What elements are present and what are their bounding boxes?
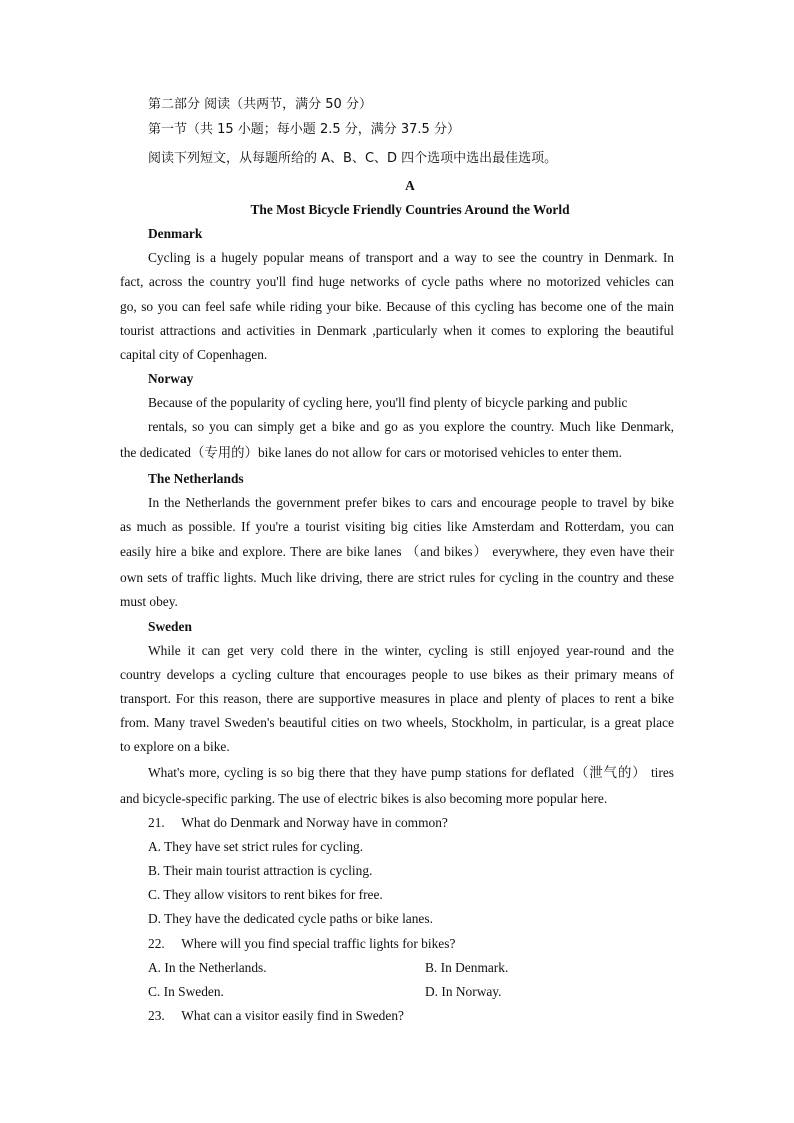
option-21-d[interactable]: D. They have the dedicated cycle paths or bike lanes. [148,911,433,926]
paragraph-line: Cycling is a hugely popular means of transport and a way to see the country in Denmark. In [148,250,674,265]
paragraph-line: Because of the popularity of cycling here, you'll find plenty of bicycle parking and public [148,395,628,410]
paragraph-line: as much as possible. If you're a tourist visiting big cities like Amsterdam and Rotterdam, you can [120,519,674,534]
question-stem: Where will you find special traffic lights for bikes? [181,936,456,951]
paragraph-line: must obey. [120,594,178,609]
question-23 [148,1007,404,1025]
question-number: 22. [148,936,165,951]
section-heading-denmark: Denmark [148,226,203,241]
option-21-b[interactable]: B. Their main tourist attraction is cycling. [148,863,373,878]
option-22-d[interactable]: D. In Norway. [425,984,502,999]
paragraph-line: fact, across the country you'll find huge networks of cycle paths where no motorized vehicles can [120,274,674,289]
section-heading-sweden: Sweden [148,619,192,634]
paragraph-line: go, so you can feel safe while riding your bike. Because of this cycling has become one of the main [120,299,674,314]
question-22 [148,935,455,953]
option-22-c[interactable]: C. In Sweden. [148,984,224,999]
part-title: 第二部分 阅读（共两节，满分 50 分） [148,97,372,112]
paragraph-line: What's more, cycling is so big there that they have pump stations for deflated（泄气的） tires [148,765,674,780]
passage-label: A [405,178,415,193]
paragraph-line: rentals, so you can simply get a bike and go as you explore the country. Much like Denmark, [148,419,674,434]
option-22-b[interactable]: B. In Denmark. [425,960,509,975]
paragraph-line: capital city of Copenhagen. [120,347,268,362]
paragraph-line: transport. For this reason, there are supportive measures in place and plenty of places to rent a bike [120,691,674,706]
section-heading-norway: Norway [148,371,194,386]
paragraph-line: country develops a cycling culture that encourages people to use bikes as their primary means of [120,667,674,682]
question-number: 23. [148,1008,165,1023]
question-number: 21. [148,815,165,830]
section-heading-netherlands: The Netherlands [148,471,244,486]
paragraph-line: While it can get very cold there in the winter, cycling is still enjoyed year-round and the [148,643,674,658]
question-stem: What can a visitor easily find in Sweden? [181,1008,404,1023]
question-21 [148,814,448,832]
option-21-a[interactable]: A. They have set strict rules for cycling. [148,839,364,854]
paragraph-line: to explore on a bike. [120,739,230,754]
paragraph-line: from. Many travel Sweden's beautiful cities on two wheels, Stockholm, in particular, is a great place [120,715,674,730]
option-21-c[interactable]: C. They allow visitors to rent bikes for free. [148,887,383,902]
passage-title: The Most Bicycle Friendly Countries Around the World [250,202,570,217]
paragraph-line: and bicycle-specific parking. The use of electric bikes is also becoming more popular here. [120,791,608,806]
paragraph-line: tourist attractions and activities in Denmark ,particularly when it comes to exploring the beautiful [120,323,674,338]
section-title: 第一节（共 15 小题；每小题 2.5 分，满分 37.5 分） [148,122,460,137]
paragraph-line: own sets of traffic lights. Much like driving, there are strict rules for cycling in the country and these [120,570,674,585]
paragraph-line: the dedicated（专用的）bike lanes do not allow for cars or motorised vehicles to enter them. [120,445,623,460]
option-22-a[interactable]: A. In the Netherlands. [148,960,267,975]
question-stem: What do Denmark and Norway have in common? [181,815,448,830]
paragraph-line: In the Netherlands the government prefer bikes to cars and encourage people to travel by bike [148,495,674,510]
instructions: 阅读下列短文，从每题所给的 A、B、C、D 四个选项中选出最佳选项。 [148,151,558,166]
paragraph-line: easily hire a bike and explore. There are bike lanes （and bikes） everywhere, they even have their [120,544,674,559]
